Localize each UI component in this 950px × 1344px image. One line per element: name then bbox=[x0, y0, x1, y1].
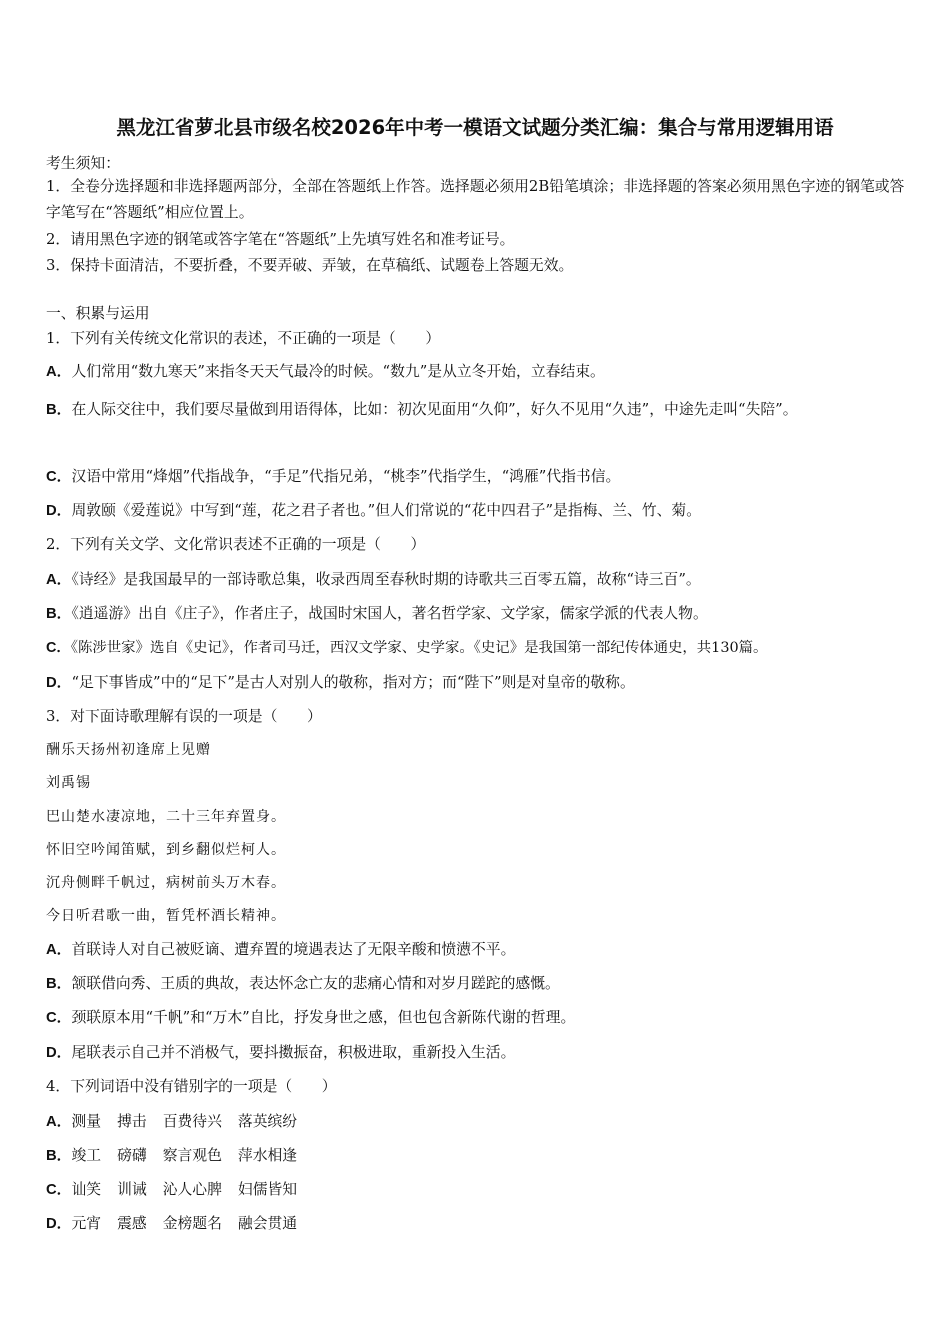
q2-option-b bbox=[46, 602, 708, 623]
notice-item-3: 3．保持卡面清洁，不要折叠，不要弄破、弄皱，在草稿纸、试题卷上答题无效。 bbox=[46, 257, 574, 274]
q4-option-b bbox=[46, 1144, 313, 1165]
option-text: “足下事皆成”中的“足下”是古人对别人的敬称，指对方；而“陛下”则是对皇帝的敬称。 bbox=[71, 674, 635, 691]
option-text: 在人际交往中，我们要尽量做到用语得体，比如：初次见面用“久仰”，好久不见用“久违”，中途先走叫“失陪”。 bbox=[71, 401, 798, 418]
q2-stem: 2．下列有关文学、文化常识表述不正确的一项是（ ） bbox=[46, 536, 426, 553]
q3-option-d bbox=[46, 1041, 515, 1062]
q2-option-a bbox=[46, 568, 701, 589]
option-key: B． bbox=[46, 606, 72, 622]
option-key: A． bbox=[46, 364, 72, 380]
option-key: D． bbox=[46, 1216, 72, 1232]
option-word: 察言观色 bbox=[162, 1147, 222, 1164]
option-key: A． bbox=[46, 1114, 72, 1130]
option-text: 汉语中常用“烽烟”代指战争，“手足”代指兄弟，“桃李”代指学生，“鸿雁”代指书信。 bbox=[71, 468, 621, 485]
option-word: 训诫 bbox=[117, 1181, 147, 1198]
option-key: B． bbox=[46, 1148, 72, 1164]
q3-stem: 3．对下面诗歌理解有误的一项是（ ） bbox=[46, 708, 322, 725]
option-text: 首联诗人对自己被贬谪、遭弃置的境遇表达了无限辛酸和愤懑不平。 bbox=[71, 941, 516, 958]
q1-option-c bbox=[46, 465, 620, 486]
q2-option-d bbox=[46, 671, 635, 692]
q2-option-c bbox=[46, 636, 767, 657]
option-word: 萍水相逢 bbox=[237, 1147, 298, 1164]
option-key: D． bbox=[46, 675, 72, 691]
option-word: 沁人心脾 bbox=[162, 1181, 222, 1198]
option-word: 妇儒皆知 bbox=[237, 1181, 298, 1198]
poem-author: 刘禹锡 bbox=[46, 775, 91, 791]
q4-option-c bbox=[46, 1178, 313, 1199]
poem-line-1: 巴山楚水凄凉地，二十三年弃置身。 bbox=[46, 809, 286, 825]
option-word: 磅礴 bbox=[117, 1147, 147, 1164]
option-word: 震感 bbox=[117, 1215, 147, 1232]
q1-option-a bbox=[46, 360, 605, 381]
option-word: 落英缤纷 bbox=[237, 1113, 298, 1130]
option-text: 人们常用“数九寒天”来指冬天天气最冷的时候。“数九”是从立冬开始，立春结束。 bbox=[71, 363, 605, 380]
option-text: 颔联借向秀、王质的典故，表达怀念亡友的悲痛心情和对岁月蹉跎的感慨。 bbox=[71, 975, 560, 992]
option-key: C． bbox=[46, 469, 72, 485]
q4-option-d bbox=[46, 1212, 313, 1233]
option-word: 搏击 bbox=[117, 1113, 147, 1130]
q3-option-a bbox=[46, 938, 515, 959]
option-text: 《陈涉世家》选自《史记》，作者司马迁，西汉文学家、史学家。《史记》是我国第一部纪传体通史，共130篇。 bbox=[70, 640, 768, 656]
option-word: 讪笑 bbox=[71, 1181, 102, 1198]
q3-option-b bbox=[46, 972, 560, 993]
section-heading: 一、积累与运用 bbox=[46, 305, 150, 322]
option-word: 百费待兴 bbox=[162, 1113, 222, 1130]
option-word: 元宵 bbox=[71, 1215, 102, 1232]
option-key: C． bbox=[46, 1182, 72, 1198]
q3-option-c bbox=[46, 1006, 575, 1027]
option-text: 尾联表示自己并不消极气，要抖擞振奋，积极进取，重新投入生活。 bbox=[71, 1044, 516, 1061]
option-key: A． bbox=[46, 942, 72, 958]
option-key: D． bbox=[46, 1045, 72, 1061]
option-key: B． bbox=[46, 402, 72, 418]
poem-title: 酬乐天扬州初逢席上见赠 bbox=[46, 742, 211, 758]
q4-option-a bbox=[46, 1110, 313, 1131]
option-key: C． bbox=[46, 1010, 72, 1026]
poem-line-4: 今日听君歌一曲，暂凭杯酒长精神。 bbox=[46, 908, 286, 924]
option-key: A． bbox=[46, 572, 72, 588]
q4-stem: 4．下列词语中没有错别字的一项是（ ） bbox=[46, 1078, 337, 1095]
option-key: C． bbox=[46, 640, 71, 656]
notice-item-2: 2．请用黑色字迹的钢笔或答字笔在“答题纸”上先填写姓名和准考证号。 bbox=[46, 231, 515, 248]
page-title: 黑龙江省萝北县市级名校2026年中考一模语文试题分类汇编：集合与常用逻辑用语 bbox=[116, 116, 834, 139]
notice-heading: 考生须知： bbox=[46, 155, 120, 172]
notice-item-1: 1．全卷分选择题和非选择题两部分，全部在答题纸上作答。选择题必须用2B铅笔填涂；非选择题的答案必须用黑色字迹的钢笔或答字笔写在“答题纸”相应位置上。 bbox=[46, 178, 905, 221]
option-word: 融会贯通 bbox=[237, 1215, 298, 1232]
option-text: 《诗经》是我国最早的一部诗歌总集，收录西周至春秋时期的诗歌共三百零五篇，故称“诗三百”。 bbox=[71, 571, 701, 588]
option-text: 颈联原本用“千帆”和“万木”自比，抒发身世之感，但也包含新陈代谢的哲理。 bbox=[71, 1009, 576, 1026]
poem-line-2: 怀旧空吟闻笛赋，到乡翻似烂柯人。 bbox=[46, 842, 286, 858]
option-text: 《逍遥游》出自《庄子》，作者庄子，战国时宋国人，著名哲学家、文学家，儒家学派的代表人物。 bbox=[71, 605, 708, 622]
q1-option-d bbox=[46, 499, 701, 520]
option-word: 竣工 bbox=[71, 1147, 102, 1164]
option-key: B． bbox=[46, 976, 72, 992]
option-key: D． bbox=[46, 503, 72, 519]
option-word: 测量 bbox=[71, 1113, 102, 1130]
q1-option-b bbox=[46, 392, 906, 428]
q1-stem: 1．下列有关传统文化常识的表述，不正确的一项是（ ） bbox=[46, 330, 441, 347]
option-text: 周敦颐《爱莲说》中写到“莲，花之君子者也。”但人们常说的“花中四君子”是指梅、兰、竹、菊。 bbox=[71, 502, 702, 519]
option-word: 金榜题名 bbox=[162, 1215, 222, 1232]
poem-line-3: 沉舟侧畔千帆过，病树前头万木春。 bbox=[46, 875, 286, 891]
